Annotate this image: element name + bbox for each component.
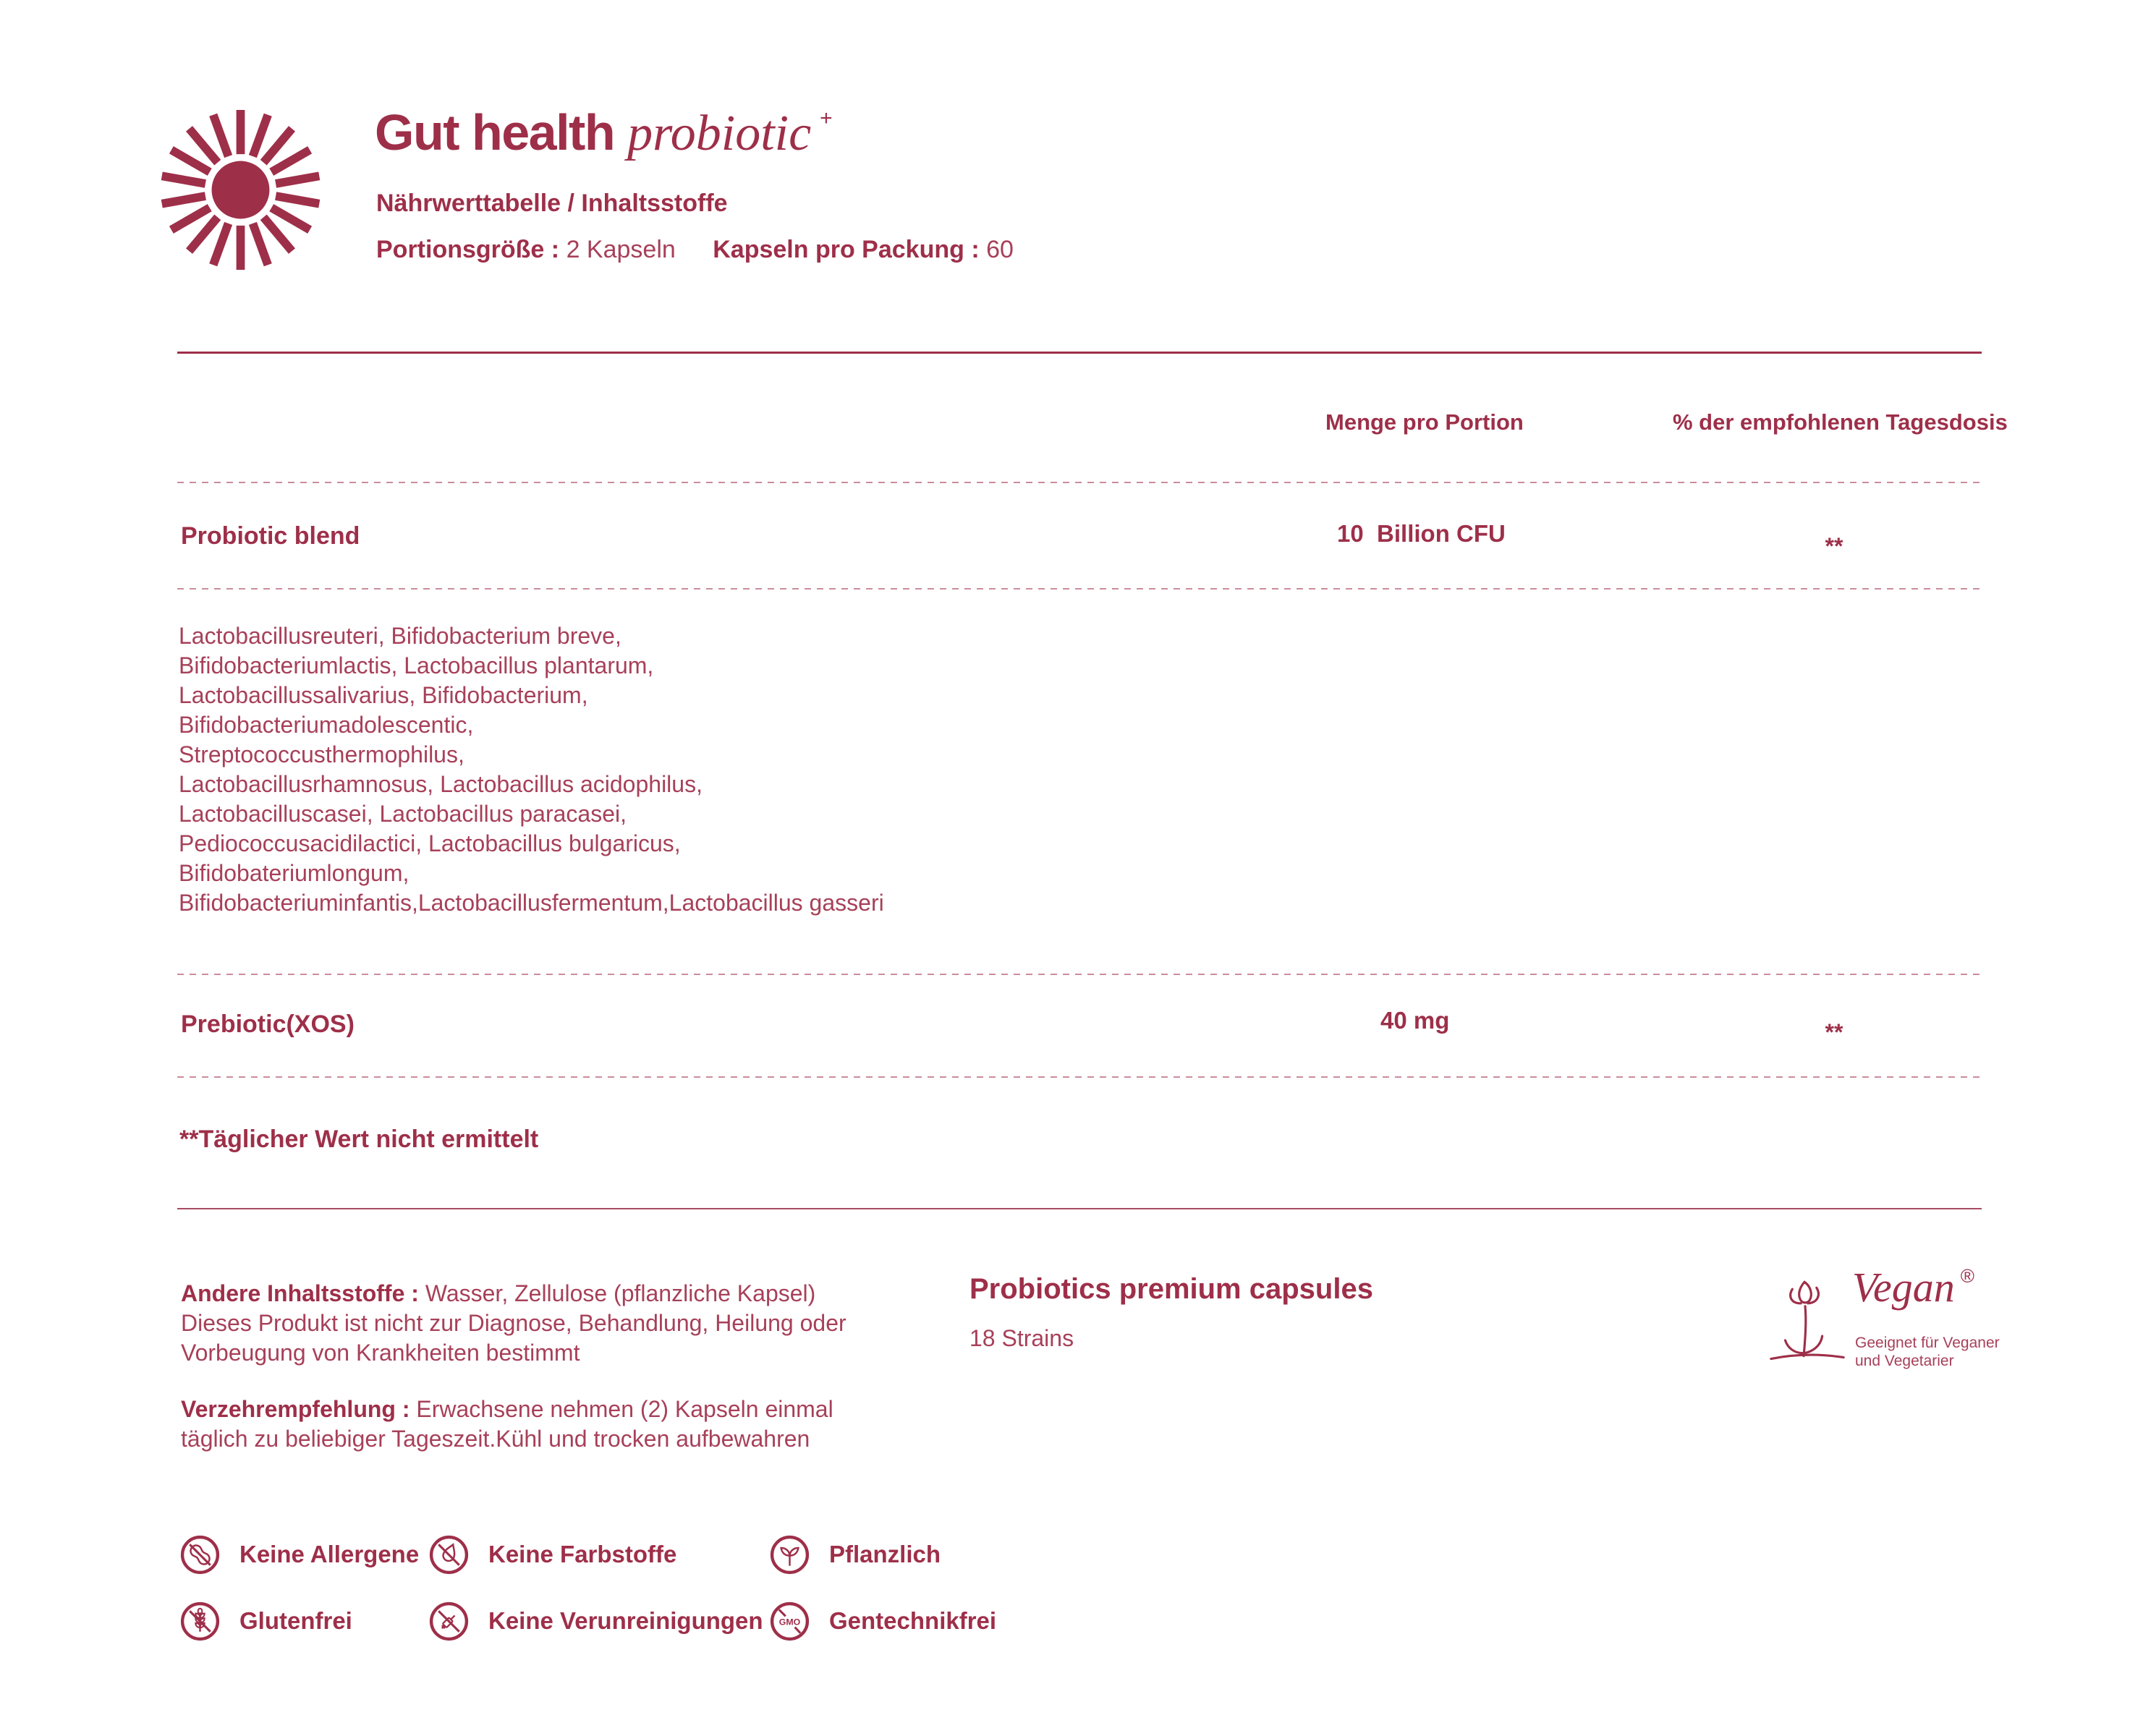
gluten-free-icon: [179, 1601, 221, 1642]
product-title-superscript: +: [820, 106, 833, 130]
product-summary-name: Probiotics premium capsules: [969, 1273, 1373, 1305]
usage-directions: [181, 1395, 833, 1454]
starburst-icon: [156, 105, 326, 275]
other-ingredients-label: Andere Inhaltsstoffe :: [181, 1280, 419, 1306]
row-divider: [177, 482, 1982, 483]
vegan-caption: Geeignet für Veganer und Vegetarier: [1855, 1335, 2000, 1369]
svg-text:GMO: GMO: [778, 1616, 801, 1627]
serving-size-label: Portionsgröße :: [376, 236, 560, 263]
row-divider: [177, 588, 1982, 590]
no-allergens-icon: [179, 1534, 221, 1575]
nutrition-subtitle: Nährwerttabelle / Inhaltsstoffe: [376, 190, 728, 217]
badge-no-allergens: Keine Allergene: [179, 1533, 419, 1575]
badge-gmo-free: GMO Gentechnikfrei: [769, 1600, 996, 1642]
ingredient-dv-prebiotic: **: [1825, 1019, 1843, 1045]
strain-line: Bifidobacteriumlactis, Lactobacillus plantarum,: [179, 652, 654, 678]
serving-info: [376, 236, 1014, 264]
daily-value-footnote: **Täglicher Wert nicht ermittelt: [179, 1126, 539, 1153]
ingredient-amount-prebiotic: 40 mg: [1380, 1007, 1450, 1034]
capsules-per-pack-label: Kapseln pro Packung :: [713, 236, 980, 263]
mid-divider: [177, 1208, 1982, 1209]
badge-no-colorants: Keine Farbstoffe: [428, 1533, 676, 1575]
ingredient-name-prebiotic: Prebiotic(XOS): [181, 1010, 355, 1038]
strain-line: Lactobacillusrhamnosus, Lactobacillus acidophilus,: [179, 771, 703, 797]
strain-line: Lactobacillussalivarius, Bifidobacterium,: [179, 682, 588, 708]
column-header-daily-value: % der empfohlenen Tagesdosis: [1673, 409, 2008, 435]
badge-plant-based: Pflanzlich: [769, 1533, 941, 1575]
capsules-per-pack-value: 60: [986, 236, 1014, 263]
strain-line: Streptococcusthermophilus,: [179, 741, 464, 767]
other-ingredients-line: Dieses Produkt ist nicht zur Diagnose, Behandlung, Heilung oder: [181, 1310, 846, 1336]
plant-based-icon: [769, 1534, 810, 1575]
page-title: [375, 104, 833, 161]
row-divider: [177, 1076, 1982, 1078]
strain-line: Bifidobateriumlongum,: [179, 860, 409, 886]
top-divider: [177, 352, 1982, 354]
column-header-amount: Menge pro Portion: [1325, 409, 1524, 435]
row-divider: [177, 974, 1982, 975]
strain-line: Lactobacillusreuteri, Bifidobacterium breve,: [179, 623, 621, 649]
strain-line: Bifidobacteriuminfantis,Lactobacillusfermentum,Lactobacillus gasseri: [179, 890, 884, 916]
gmo-free-icon: [769, 1601, 810, 1642]
registered-trademark-icon: ®: [1960, 1265, 1974, 1287]
product-strain-count: 18 Strains: [969, 1325, 1074, 1351]
strain-line: Lactobacilluscasei, Lactobacillus paracasei,: [179, 801, 627, 827]
badge-gluten-free: Glutenfrei: [179, 1600, 352, 1642]
usage-directions-line: Verzehrempfehlung : Erwachsene nehmen (2) Kapseln einmal: [181, 1396, 833, 1422]
product-title-main: Gut health: [375, 104, 615, 161]
other-ingredients-line: Andere Inhaltsstoffe : Wasser, Zellulose (pflanzliche Kapsel): [181, 1280, 816, 1306]
product-title-accent: probiotic: [627, 106, 812, 161]
ingredient-dv-probiotic-blend: **: [1825, 533, 1843, 559]
usage-directions-label: Verzehrempfehlung :: [181, 1396, 410, 1422]
strain-line: Pediococcusacidilactici, Lactobacillus bulgaricus,: [179, 830, 681, 856]
no-colorants-icon: [428, 1534, 470, 1575]
ingredient-name-probiotic-blend: Probiotic blend: [181, 522, 360, 550]
strain-list: [179, 621, 884, 918]
other-ingredients: [181, 1279, 846, 1368]
serving-size-value: 2 Kapseln: [566, 236, 676, 263]
badge-no-contaminants: Keine Verunreinigungen: [428, 1600, 763, 1642]
strain-line: Bifidobacteriumadolescentic,: [179, 712, 474, 738]
ingredient-amount-probiotic-blend: 10 Billion CFU: [1337, 520, 1506, 547]
usage-directions-line: täglich zu beliebiger Tageszeit.Kühl und trocken aufbewahren: [181, 1426, 810, 1452]
vegan-wordmark: Vegan ®: [1852, 1264, 1974, 1311]
vegan-mark: [1764, 1263, 2000, 1382]
tulip-icon: [1764, 1266, 1849, 1374]
other-ingredients-line: Vorbeugung von Krankheiten bestimmt: [181, 1340, 580, 1366]
no-contaminants-icon: [428, 1601, 470, 1642]
